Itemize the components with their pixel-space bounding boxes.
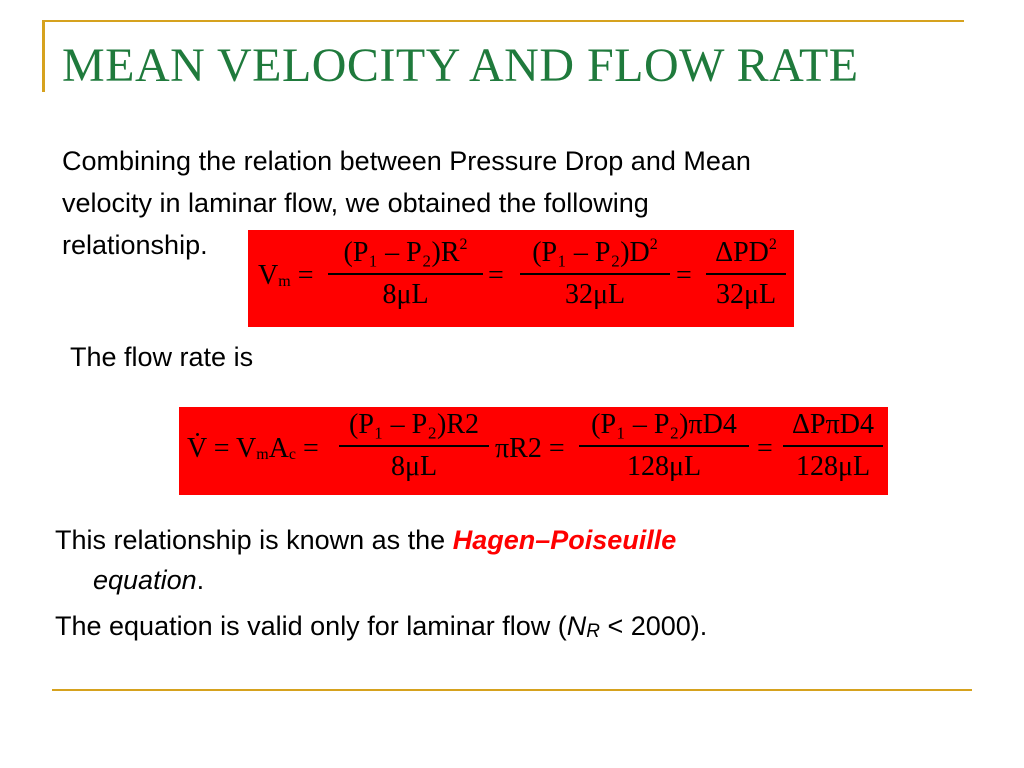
intro-line-3: relationship. [62,230,208,260]
validity-bullet: The equation is valid only for laminar flow (NR < 2000). [55,611,708,642]
relation-bullet: This relationship is known as the Hagen–Poiseuille [55,525,677,555]
mean-velocity-equation [248,230,794,327]
eq1-equals-2: = [488,260,504,291]
eq2-lhs: V̇ = VmAc = [187,433,319,464]
relation-bullet-continued: equation. [93,565,205,595]
eq2-equals-final: = [757,433,773,464]
conclusion-list [55,520,707,652]
footer-rule [52,689,972,691]
intro-line-2: velocity in laminar flow, we obtained the following [62,188,649,218]
intro-line-1: Combining the relation between Pressure Drop and Mean [62,146,751,176]
eq2-fraction-2: (P₁ – P₂)πD4 128μL [579,409,749,483]
hagen-poiseuille-term: Hagen–Poiseuille [452,525,677,555]
eq2-fraction-1: (P₁ – P₂)R2 8μL [339,409,489,483]
eq1-fraction-3: ΔPD$^2$ 32μL [706,236,786,311]
slide-title: MEAN VELOCITY AND FLOW RATE [62,39,859,92]
flow-rate-label: The flow rate is [70,342,254,372]
eq2-fraction-3: ΔPπD4 128μL [783,409,883,483]
title-left-rule [42,20,45,92]
eq1-fraction-2: $(P_1 - P_2)D^2$ 32μL [520,236,670,311]
eq2-middle-term: πR2 = [495,433,565,464]
title-top-rule [42,20,964,22]
eq1-fraction-1: $(P_1 - P_2)R^2$ 8μL [328,236,483,311]
eq1-lhs: Vm = [258,260,314,291]
eq1-equals-3: = [676,260,692,291]
flow-rate-equation [179,407,888,495]
